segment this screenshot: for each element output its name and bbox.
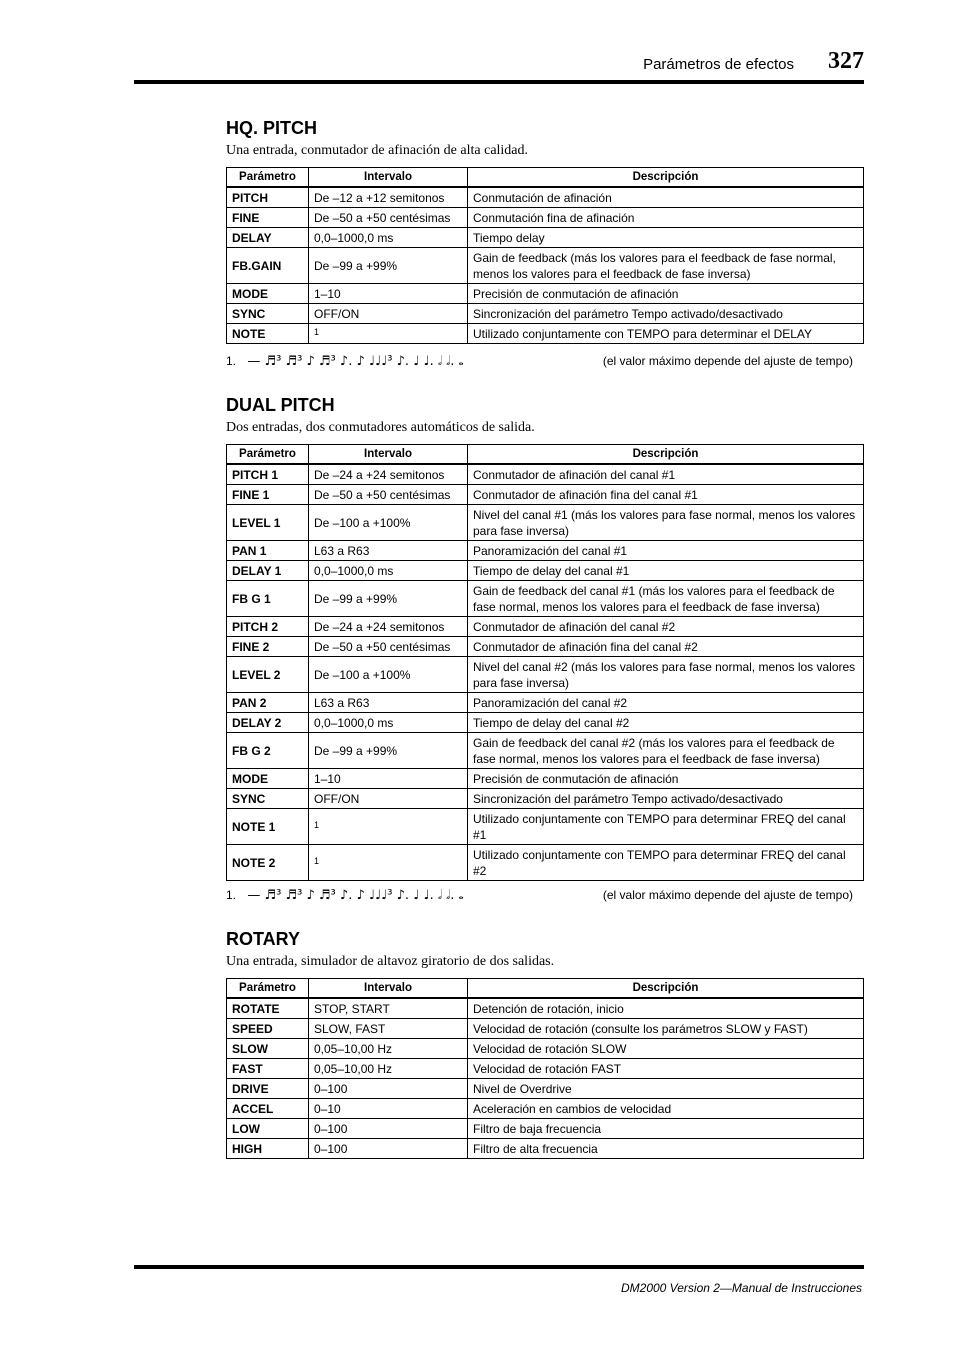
note-values-icon: — ♬³ ♬³ ♪ ♬³ ♪. ♪ ♩♩♩³ ♪. ♩ ♩. 𝅗𝅥 𝅗𝅥. 𝅝 bbox=[247, 888, 464, 903]
parameter-range: L63 a R63 bbox=[309, 693, 468, 713]
parameter-description: Conmutación de afinación bbox=[468, 187, 864, 208]
footnote-ref: 1 bbox=[314, 819, 320, 830]
page-number: 327 bbox=[828, 48, 864, 74]
parameter-description: Conmutador de afinación fina del canal #2 bbox=[468, 637, 864, 657]
table-row bbox=[227, 228, 864, 248]
parameter-name: FINE 2 bbox=[227, 637, 309, 657]
table-row bbox=[227, 324, 864, 344]
footnote-ref: 1 bbox=[314, 855, 320, 866]
parameter-range: De –99 a +99% bbox=[309, 248, 468, 284]
parameter-description: Tiempo de delay del canal #2 bbox=[468, 713, 864, 733]
parameter-description: Panoramización del canal #2 bbox=[468, 693, 864, 713]
parameter-description: Velocidad de rotación FAST bbox=[468, 1059, 864, 1079]
parameter-name: DELAY 2 bbox=[227, 713, 309, 733]
parameter-description: Conmutación fina de afinación bbox=[468, 208, 864, 228]
section-title: ROTARY bbox=[226, 929, 300, 949]
parameter-name: FINE 1 bbox=[227, 485, 309, 505]
table-row bbox=[227, 657, 864, 693]
parameter-table bbox=[226, 978, 864, 1159]
parameter-name: DELAY bbox=[227, 228, 309, 248]
parameter-description: Sincronización del parámetro Tempo activado/desactivado bbox=[468, 789, 864, 809]
parameter-description: Aceleración en cambios de velocidad bbox=[468, 1099, 864, 1119]
parameter-description: Sincronización del parámetro Tempo activado/desactivado bbox=[468, 304, 864, 324]
parameter-range bbox=[309, 809, 468, 845]
parameter-range: STOP, START bbox=[309, 998, 468, 1019]
parameter-description: Precisión de conmutación de afinación bbox=[468, 769, 864, 789]
parameter-description: Nivel del canal #2 (más los valores para fase normal, menos los valores para fase inversa) bbox=[468, 657, 864, 693]
section-description: Dos entradas, dos conmutadores automáticos de salida. bbox=[226, 420, 535, 435]
table-row bbox=[227, 284, 864, 304]
parameter-name: LEVEL 2 bbox=[227, 657, 309, 693]
parameter-range: De –99 a +99% bbox=[309, 733, 468, 769]
table-row bbox=[227, 1079, 864, 1099]
note-values-icon: — ♬³ ♬³ ♪ ♬³ ♪. ♪ ♩♩♩³ ♪. ♩ ♩. 𝅗𝅥 𝅗𝅥. 𝅝 bbox=[247, 354, 464, 369]
parameter-name: SPEED bbox=[227, 1019, 309, 1039]
parameter-name: PITCH 1 bbox=[227, 464, 309, 485]
table-row bbox=[227, 733, 864, 769]
parameter-description: Utilizado conjuntamente con TEMPO para determinar el DELAY bbox=[468, 324, 864, 344]
column-header-range: Intervalo bbox=[309, 168, 468, 188]
parameter-description: Velocidad de rotación SLOW bbox=[468, 1039, 864, 1059]
table-row bbox=[227, 1139, 864, 1159]
parameter-description: Filtro de baja frecuencia bbox=[468, 1119, 864, 1139]
table-row bbox=[227, 187, 864, 208]
table-row bbox=[227, 1059, 864, 1079]
table-row bbox=[227, 693, 864, 713]
parameter-range: De –50 a +50 centésimas bbox=[309, 208, 468, 228]
parameter-description: Nivel de Overdrive bbox=[468, 1079, 864, 1099]
parameter-name: FINE bbox=[227, 208, 309, 228]
parameter-range: 1–10 bbox=[309, 284, 468, 304]
table-row bbox=[227, 809, 864, 845]
column-header-parameter: Parámetro bbox=[227, 979, 309, 999]
parameter-range: 0,05–10,00 Hz bbox=[309, 1039, 468, 1059]
parameter-name: ROTATE bbox=[227, 998, 309, 1019]
table-row bbox=[227, 248, 864, 284]
parameter-name: FB.GAIN bbox=[227, 248, 309, 284]
table-row bbox=[227, 845, 864, 881]
table-row bbox=[227, 1019, 864, 1039]
column-header-description: Descripción bbox=[468, 445, 864, 465]
section-description: Una entrada, conmutador de afinación de alta calidad. bbox=[226, 143, 529, 158]
parameter-table bbox=[226, 167, 864, 344]
parameter-range: De –24 a +24 semitonos bbox=[309, 464, 468, 485]
footnote-note-values bbox=[226, 886, 863, 904]
table-row bbox=[227, 581, 864, 617]
parameter-description: Velocidad de rotación (consulte los parámetros SLOW y FAST) bbox=[468, 1019, 864, 1039]
table-row bbox=[227, 1039, 864, 1059]
parameter-name: DRIVE bbox=[227, 1079, 309, 1099]
parameter-description: Conmutador de afinación fina del canal #1 bbox=[468, 485, 864, 505]
parameter-range: OFF/ON bbox=[309, 304, 468, 324]
parameter-name: NOTE bbox=[227, 324, 309, 344]
section-dual-pitch bbox=[226, 394, 863, 881]
column-header-range: Intervalo bbox=[309, 979, 468, 999]
parameter-name: SYNC bbox=[227, 304, 309, 324]
parameter-description: Filtro de alta frecuencia bbox=[468, 1139, 864, 1159]
table-row bbox=[227, 561, 864, 581]
parameter-description: Utilizado conjuntamente con TEMPO para determinar FREQ del canal #1 bbox=[468, 809, 864, 845]
parameter-description: Conmutador de afinación del canal #2 bbox=[468, 617, 864, 637]
parameter-description: Gain de feedback del canal #1 (más los valores para el feedback de fase normal, menos los valores para el feedback de fase inversa) bbox=[468, 581, 864, 617]
running-header: Parámetros de efectos bbox=[643, 56, 794, 73]
parameter-name: PITCH bbox=[227, 187, 309, 208]
parameter-name: FB G 2 bbox=[227, 733, 309, 769]
section-title: HQ. PITCH bbox=[226, 118, 318, 138]
parameter-range: De –100 a +100% bbox=[309, 657, 468, 693]
footnote-number: 1. bbox=[226, 354, 237, 368]
parameter-name: FB G 1 bbox=[227, 581, 309, 617]
table-row bbox=[227, 505, 864, 541]
parameter-description: Panoramización del canal #1 bbox=[468, 541, 864, 561]
table-row bbox=[227, 713, 864, 733]
parameter-range: De –100 a +100% bbox=[309, 505, 468, 541]
parameter-name: SYNC bbox=[227, 789, 309, 809]
parameter-range: SLOW, FAST bbox=[309, 1019, 468, 1039]
section-title: DUAL PITCH bbox=[226, 395, 335, 415]
table-row bbox=[227, 998, 864, 1019]
footnote-text: (el valor máximo depende del ajuste de tempo) bbox=[602, 354, 853, 368]
parameter-name: PAN 1 bbox=[227, 541, 309, 561]
parameter-name: FAST bbox=[227, 1059, 309, 1079]
column-header-description: Descripción bbox=[468, 168, 864, 188]
parameter-description: Tiempo delay bbox=[468, 228, 864, 248]
section-hq-pitch bbox=[226, 117, 863, 344]
parameter-name: LOW bbox=[227, 1119, 309, 1139]
parameter-range: 0,0–1000,0 ms bbox=[309, 713, 468, 733]
table-row bbox=[227, 789, 864, 809]
table-row bbox=[227, 1099, 864, 1119]
parameter-range: 0–100 bbox=[309, 1139, 468, 1159]
parameter-name: MODE bbox=[227, 284, 309, 304]
column-header-range: Intervalo bbox=[309, 445, 468, 465]
column-header-parameter: Parámetro bbox=[227, 445, 309, 465]
table-row bbox=[227, 208, 864, 228]
table-row bbox=[227, 617, 864, 637]
footer-rule bbox=[134, 1265, 864, 1269]
footer-text: DM2000 Version 2—Manual de Instrucciones bbox=[620, 1281, 862, 1295]
parameter-name: PAN 2 bbox=[227, 693, 309, 713]
parameter-name: PITCH 2 bbox=[227, 617, 309, 637]
parameter-range: 0,05–10,00 Hz bbox=[309, 1059, 468, 1079]
parameter-range: De –24 a +24 semitonos bbox=[309, 617, 468, 637]
parameter-range: 0,0–1000,0 ms bbox=[309, 228, 468, 248]
parameter-name: DELAY 1 bbox=[227, 561, 309, 581]
column-header-description: Descripción bbox=[468, 979, 864, 999]
parameter-range: OFF/ON bbox=[309, 789, 468, 809]
table-row bbox=[227, 1119, 864, 1139]
parameter-range bbox=[309, 845, 468, 881]
parameter-description: Conmutador de afinación del canal #1 bbox=[468, 464, 864, 485]
table-row bbox=[227, 637, 864, 657]
footnote-note-values bbox=[226, 352, 863, 370]
parameter-range: 0–100 bbox=[309, 1119, 468, 1139]
parameter-description: Detención de rotación, inicio bbox=[468, 998, 864, 1019]
parameter-range bbox=[309, 324, 468, 344]
parameter-description: Precisión de conmutación de afinación bbox=[468, 284, 864, 304]
parameter-name: NOTE 2 bbox=[227, 845, 309, 881]
parameter-range: De –50 a +50 centésimas bbox=[309, 485, 468, 505]
parameter-description: Gain de feedback (más los valores para el feedback de fase normal, menos los valores para el feedback de fase inversa) bbox=[468, 248, 864, 284]
column-header-parameter: Parámetro bbox=[227, 168, 309, 188]
parameter-range: L63 a R63 bbox=[309, 541, 468, 561]
section-description: Una entrada, simulador de altavoz giratorio de dos salidas. bbox=[226, 954, 555, 969]
table-row bbox=[227, 769, 864, 789]
footnote-number: 1. bbox=[226, 888, 237, 902]
parameter-range: De –12 a +12 semitonos bbox=[309, 187, 468, 208]
parameter-name: NOTE 1 bbox=[227, 809, 309, 845]
footnote-ref: 1 bbox=[314, 326, 320, 337]
table-row bbox=[227, 541, 864, 561]
section-rotary bbox=[226, 928, 863, 1159]
parameter-range: 0–100 bbox=[309, 1079, 468, 1099]
parameter-range: De –99 a +99% bbox=[309, 581, 468, 617]
parameter-description: Nivel del canal #1 (más los valores para fase normal, menos los valores para fase inversa) bbox=[468, 505, 864, 541]
parameter-table bbox=[226, 444, 864, 881]
parameter-name: SLOW bbox=[227, 1039, 309, 1059]
parameter-range: 1–10 bbox=[309, 769, 468, 789]
header-rule bbox=[134, 80, 864, 84]
parameter-description: Utilizado conjuntamente con TEMPO para determinar FREQ del canal #2 bbox=[468, 845, 864, 881]
table-row bbox=[227, 485, 864, 505]
table-row bbox=[227, 304, 864, 324]
parameter-name: HIGH bbox=[227, 1139, 309, 1159]
parameter-range: 0–10 bbox=[309, 1099, 468, 1119]
table-row bbox=[227, 464, 864, 485]
footnote-text: (el valor máximo depende del ajuste de tempo) bbox=[602, 888, 853, 902]
parameter-range: De –50 a +50 centésimas bbox=[309, 637, 468, 657]
parameter-name: MODE bbox=[227, 769, 309, 789]
parameter-name: ACCEL bbox=[227, 1099, 309, 1119]
parameter-description: Gain de feedback del canal #2 (más los valores para el feedback de fase normal, menos los valores para el feedback de fase inversa) bbox=[468, 733, 864, 769]
parameter-description: Tiempo de delay del canal #1 bbox=[468, 561, 864, 581]
parameter-range: 0,0–1000,0 ms bbox=[309, 561, 468, 581]
parameter-name: LEVEL 1 bbox=[227, 505, 309, 541]
